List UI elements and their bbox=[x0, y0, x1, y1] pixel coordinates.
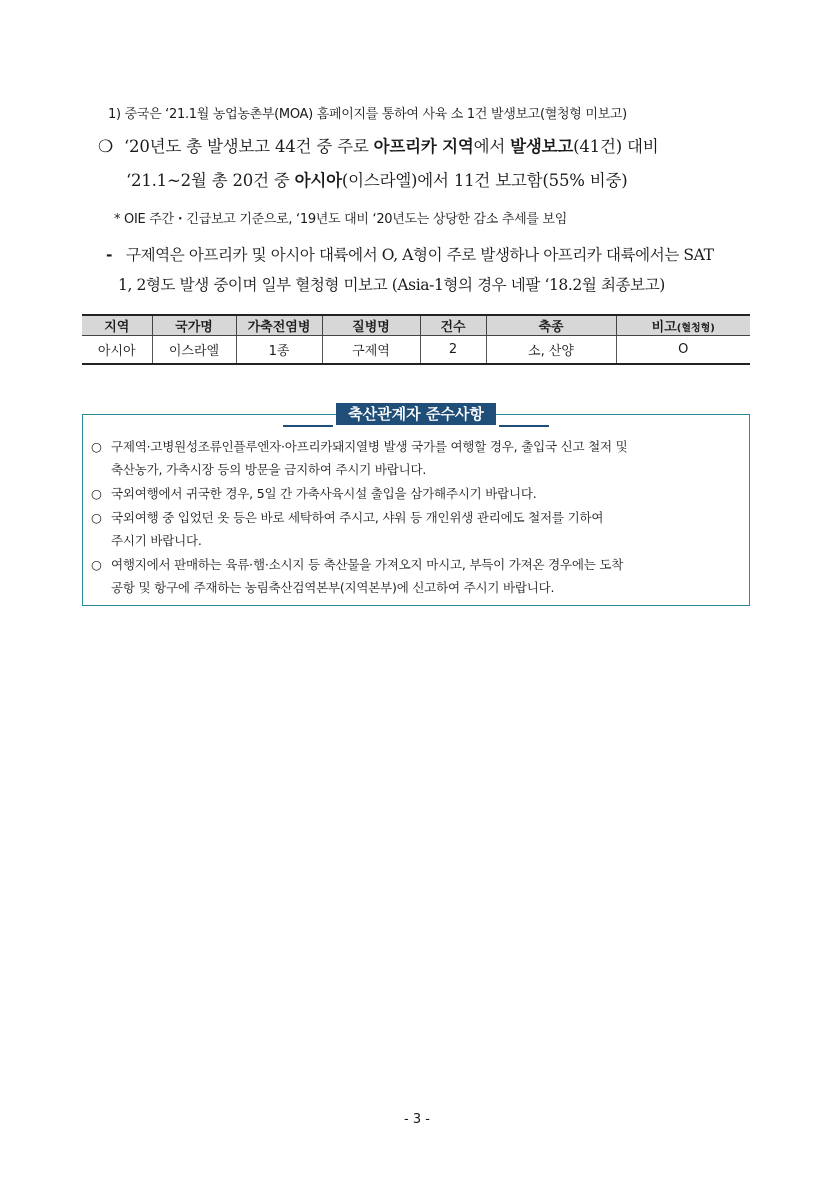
fmd-paragraph bbox=[106, 240, 766, 300]
cell-disease-class: 1종 bbox=[236, 336, 322, 365]
summary-bold-report: 발생보고 bbox=[510, 137, 574, 156]
summary-text-2c: (이스라엘)에서 11건 보고함(55% 비중) bbox=[341, 171, 628, 190]
oie-note: * OIE 주간・긴급보고 기준으로, ‘19년도 대비 ‘20년도는 상당한 감소 추세를 보임 bbox=[114, 212, 567, 227]
circle-bullet-icon: ○ bbox=[91, 557, 102, 572]
col-header-species: 축종 bbox=[486, 315, 616, 336]
page-number: - 3 - bbox=[404, 1112, 430, 1127]
summary-text-1a: ‘20년도 총 발생보고 44건 중 주로 bbox=[124, 137, 374, 156]
list-item: ○ 여행지에서 판매하는 육류·햄·소시지 등 축산물을 가져오지 마시고, 부득이 가져온 경우에는 도착 공항 및 항구에 주재하는 농림축산검역본부(지역본부)에 신고하여 주시기 바랍니다. bbox=[91, 553, 746, 599]
notice-list bbox=[91, 435, 746, 600]
outbreak-table bbox=[82, 314, 750, 365]
col-header-disease-class: 가축전염병 bbox=[236, 315, 322, 336]
summary-text-2a: ‘21.1~2월 총 20건 중 bbox=[126, 171, 295, 190]
col-header-country: 국가명 bbox=[152, 315, 236, 336]
summary-bold-asia: 아시아 bbox=[294, 171, 342, 190]
fmd-line-1: 구제역은 아프리카 및 아시아 대륙에서 O, A형이 주로 발생하나 아프리카 대륙에서는 SAT bbox=[126, 246, 714, 264]
circle-bullet-icon: ○ bbox=[91, 486, 102, 501]
circle-bullet-icon: ○ bbox=[91, 510, 102, 525]
title-rule-left bbox=[283, 425, 333, 427]
circle-bullet-icon: ○ bbox=[91, 439, 102, 454]
remarks-label: 비고 bbox=[651, 320, 677, 335]
notice-title: 축산관계자 준수사항 bbox=[336, 403, 496, 425]
cell-cases: 2 bbox=[420, 336, 486, 365]
table-header-row bbox=[82, 315, 750, 336]
list-item: ○ 국외여행에서 귀국한 경우, 5일 간 가축사육시설 출입을 삼가해주시기 바랍니다. bbox=[91, 482, 746, 505]
cell-species: 소, 산양 bbox=[486, 336, 616, 365]
col-header-disease: 질병명 bbox=[322, 315, 420, 336]
col-header-cases: 건수 bbox=[420, 315, 486, 336]
summary-paragraph bbox=[98, 130, 758, 198]
remarks-suffix: (혈청형) bbox=[676, 323, 715, 334]
summary-bold-africa: 아프리카 지역 bbox=[373, 137, 474, 156]
footnote-china: 1) 중국은 ‘21.1월 농업농촌부(MOA) 홈페이지를 통하여 사육 소 1건 발생보고(혈청형 미보고) bbox=[108, 107, 627, 122]
dash-bullet-icon: - bbox=[106, 246, 113, 264]
table-row bbox=[82, 336, 750, 365]
circle-bullet-icon: ❍ bbox=[98, 137, 114, 157]
list-item: ○ 국외여행 중 입었던 옷 등은 바로 세탁하여 주시고, 샤워 등 개인위생 관리에도 철저를 기하여 주시기 바랍니다. bbox=[91, 506, 746, 552]
cell-remarks: O bbox=[616, 336, 750, 365]
cell-region: 아시아 bbox=[82, 336, 152, 365]
summary-text-1c: 에서 bbox=[473, 137, 511, 156]
fmd-line-2: 1, 2형도 발생 중이며 일부 혈청형 미보고 (Asia-1형의 경우 네팔 ‘18.2월 최종보고) bbox=[118, 276, 665, 294]
summary-text-1e: (41건) 대비 bbox=[573, 137, 659, 156]
notice-box bbox=[82, 405, 750, 606]
col-header-remarks bbox=[616, 315, 750, 336]
col-header-region: 지역 bbox=[82, 315, 152, 336]
list-item: ○ 구제역·고병원성조류인플루엔자·아프리카돼지열병 발생 국가를 여행할 경우, 출입국 신고 철저 및 축산농가, 가축시장 등의 방문을 금지하여 주시기 바랍니다. bbox=[91, 435, 746, 481]
cell-country: 이스라엘 bbox=[152, 336, 236, 365]
title-rule-right bbox=[499, 425, 549, 427]
cell-disease: 구제역 bbox=[322, 336, 420, 365]
